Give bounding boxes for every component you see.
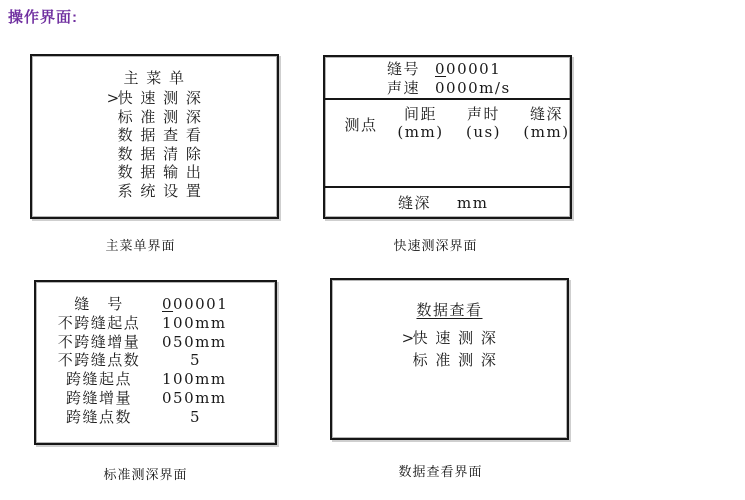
data-view-item-quick [402, 327, 498, 349]
menu-item-standard-measure [107, 108, 203, 127]
selection-cursor-icon [402, 349, 413, 371]
footer-depth-label: 缝深 [398, 194, 432, 212]
seam-number-value: 000001 [435, 60, 502, 78]
param-value: 100mm [162, 313, 227, 332]
column-spacing-unit: (mm) [397, 123, 444, 141]
data-view-body [332, 280, 567, 375]
screen-quick-measure [323, 55, 572, 219]
param-label: 不跨缝增量 [57, 332, 141, 351]
sound-speed-row [387, 79, 570, 98]
main-menu-list [107, 89, 203, 200]
param-row-cross-increment [36, 389, 275, 408]
param-row-noncross-increment [36, 333, 275, 352]
column-point [333, 105, 389, 144]
selection-cursor-icon [107, 182, 118, 201]
selection-cursor-icon [107, 145, 118, 164]
footer-depth-unit: mm [457, 193, 489, 212]
data-view-item-label: 标 准 测 深 [412, 351, 498, 369]
column-spacing-label: 间距 [403, 105, 437, 123]
column-spacing [389, 105, 452, 144]
screen-standard-measure [34, 280, 277, 445]
param-label: 不跨缝起点 [57, 313, 141, 332]
caption-data-view: 数据查看界面 [398, 464, 483, 479]
column-time [452, 105, 515, 144]
main-menu-body [32, 56, 277, 204]
seam-number-row [387, 60, 570, 79]
measure-table-header [325, 100, 570, 144]
menu-item-label: 系 统 设 置 [117, 181, 203, 200]
selection-cursor-icon [107, 108, 118, 127]
column-time-label: 声时 [466, 105, 500, 123]
screen-main-menu [30, 54, 279, 219]
column-time-unit: (us) [465, 123, 502, 141]
sound-speed-label: 声速 [387, 79, 421, 97]
param-label: 跨缝点数 [65, 407, 132, 426]
data-view-item-label: 快 速 测 深 [412, 329, 498, 347]
param-value: 050mm [162, 332, 227, 351]
param-label: 跨缝起点 [65, 370, 132, 389]
param-value: 050mm [162, 388, 227, 407]
caption-quick-measure: 快速测深界面 [393, 238, 478, 253]
quick-measure-header [325, 57, 570, 100]
selection-cursor-icon [107, 126, 118, 145]
selection-cursor-icon: > [106, 89, 120, 107]
column-depth [515, 105, 578, 144]
data-view-list-inner [402, 327, 498, 371]
standard-measure-body [36, 282, 275, 427]
menu-item-label: 数 据 输 出 [117, 163, 203, 181]
page-heading: 操作界面: [8, 9, 78, 26]
param-row-noncross-start [36, 314, 275, 333]
screen-data-view [330, 278, 569, 440]
caption-main-menu: 主菜单界面 [105, 238, 176, 253]
param-label: 缝 号 [74, 295, 124, 313]
param-label: 不跨缝点数 [57, 351, 141, 370]
column-depth-label: 缝深 [529, 105, 563, 123]
data-view-list [332, 327, 567, 375]
menu-item-label: 数 据 查 看 [117, 126, 203, 144]
menu-item-system-settings [107, 182, 203, 201]
sound-speed-value: 0000m/s [435, 79, 511, 97]
menu-item-data-output [107, 163, 203, 182]
column-point-label: 测点 [344, 115, 378, 134]
param-label: 跨缝增量 [65, 388, 132, 407]
menu-item-quick-measure [107, 89, 203, 108]
param-row-seam-number [36, 295, 275, 314]
main-menu-title: 主 菜 单 [123, 69, 186, 87]
menu-item-label: 数 据 清 除 [117, 144, 203, 163]
param-row-noncross-points [36, 351, 275, 370]
seam-number-label: 缝号 [387, 60, 421, 78]
selection-cursor-icon: > [401, 329, 415, 347]
quick-measure-footer [325, 186, 570, 217]
data-view-title: 数据查看 [416, 301, 483, 319]
param-value: 5 [190, 407, 202, 426]
menu-item-data-view [107, 126, 203, 145]
param-row-cross-start [36, 370, 275, 389]
menu-item-data-clear [107, 145, 203, 164]
param-value: 5 [190, 351, 202, 370]
caption-standard-measure: 标准测深界面 [103, 467, 188, 482]
param-value: 000001 [162, 295, 229, 313]
selection-cursor-icon [107, 163, 118, 182]
column-depth-unit: (mm) [523, 123, 570, 141]
param-row-cross-points [36, 408, 275, 427]
menu-item-label: 标 准 测 深 [117, 107, 203, 126]
menu-item-label: 快 速 测 深 [117, 89, 203, 107]
measure-table-empty-area [325, 144, 570, 186]
param-value: 100mm [162, 370, 227, 389]
data-view-item-standard [402, 349, 498, 371]
